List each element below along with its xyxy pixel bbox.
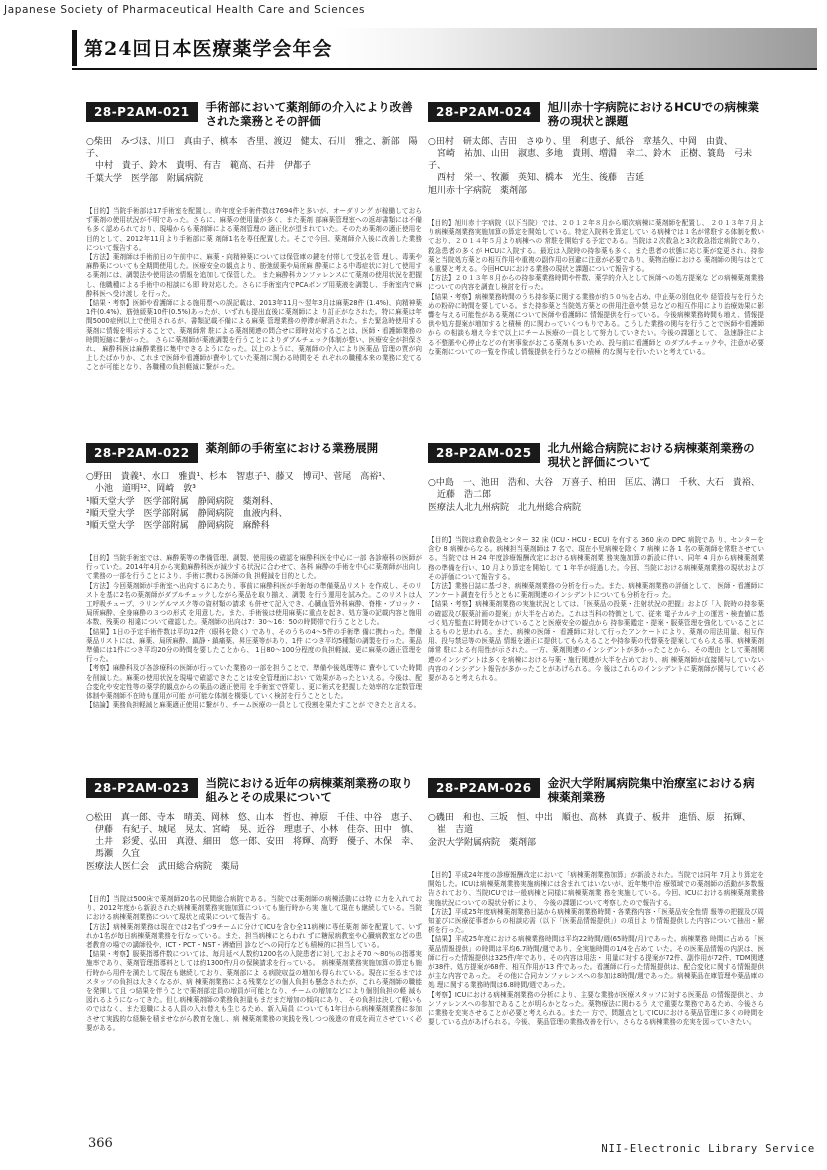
abstract-paragraph: 【目的】当院は救命救急センター 32 床 (ICU・HCU・ECU) を有する 360 床の DPC 病院であ り、センターを含む 8 病棟からなる。病棟担当薬剤師は 7 名で、現在小児病棟を除く 7 病棟 に各 1 名の薬剤師を常駐させている。当院では H 24 年度診療報酬改定における病棟薬剤業 務実施加算の新設に伴い、同年 4 月から病棟薬剤業務の準備を行い、10 月より算定を開始し て 1 年半が経過した。今回、当院における病棟薬剤業務の現状およびその評価について報告する。 xyxy=(428,536,764,581)
abstract-id-badge: 28-P2AM-024 xyxy=(428,102,540,122)
header-rule xyxy=(72,68,817,70)
abstract-id-badge: 28-P2AM-023 xyxy=(86,778,198,798)
abstract-paragraph: 【結果・考察】病棟業務時間のうち持参薬に関する業務が約５０％を占め、中止薬の別包化や 経管投与を行うための粉砕に時間を要している。また持参薬と当院処方薬との併用注意や禁 忌などの相互作用により治療効果に影響を与える可能性がある薬剤について医師や看護師に 情報提供を行っている。今後病棟業務時間も増え、情報提供や処方提案が増加すると積極 的に関わっていくつもりである。こうした業務の関与を行うことで医師や看護師から の相談も増え今まで以上にチーム医療の一員として努力していきたい。今後の課題として、 急速静注による不整脈や心停止などの有害事象がおこる薬剤も多いため、投与前に看護師と のダブルチェックや、注意が必要な薬剤についての一覧を作成し情報提供を行うなどの積極 的な関与を行いたいと考えている。 xyxy=(428,292,764,356)
conference-title: 第24回日本医療薬学会年会 xyxy=(84,38,333,60)
header-accent-bar xyxy=(72,30,77,66)
abstract-paragraph: 【結果・考察】服薬指導件数については、毎月延べ人数約1200名の入院患者に対しておよそ70 〜80％の指導実施率であり、薬剤管理指導料としては約1300件/月の保険請求を行っている。 病棟薬剤業務実施加算の算定も施行時から用件を満たして現在も継続しており、薬剤部によ る病院収益の増加も得られている。現在に至るまではスタッフの負担は大きくなるが、病 棟薬剤業務による残業などの個人負担も懸念されたが、これら薬剤師の職能を発揮して且 つ結果を伴うことで薬剤部定員の増員が可能となり、チームの増加などにより個別負担の軽 減も図れるようになってきた。但し病棟薬剤師の業務負担量もまだまだ増加の傾向にあり、 その負担は決して軽いものではなく、また退職による人員の入れ替えも生じるため、新入局員 についても1年目から病棟薬剤業務に参加させて実践的な経験を積ませながら教育を施し、病 棟薬剤業務の実践を残しつつ後進の育成を両立させていく必要がある。 xyxy=(86,950,422,1032)
abstract-paragraph: 【考察】ICUにおける病棟薬剤業務の分析により、主要な業務が医療スタッフに対する医薬品 の情報提供と、カンファレンスへの参加であることが明らかとなった。薬物療法に関わるう えで重要な業務であるため、今後さらに業務を充実させることが必要と考えられる。また一 方で、問題点としてICUにおける薬品管理に多くの時間を要している点があげられる。今後、 薬品管理の業務改善を行い、さらなる病棟業務の充実を図っていきたい。 xyxy=(428,990,764,1027)
abstract-title: 薬剤師の手術室における業務展開 xyxy=(205,441,379,455)
abstract-header xyxy=(86,441,422,463)
abstract-paragraph: 【結果】1日の予定手術件数は平均12件（眼科を除く）であり、そのうちの4〜5件の手術準 備に携わった。準備薬品リストには、麻薬、局所麻酔、鎮静・鎮痛薬、昇圧薬等があり、1件 につき平均5種類の調製を行った。薬品準備には1件につき平均20分の時間を要したことから、 1日80〜100分程度の負担軽減、更に麻薬の適正管理を行った。 xyxy=(86,627,422,664)
society-name: Japanese Society of Pharmaceutical Health Care and Sciences xyxy=(4,4,366,16)
abstract-id-badge: 28-P2AM-025 xyxy=(428,443,540,463)
abstract-28-p2am-023 xyxy=(86,776,422,1033)
abstract-paragraph: 【方法】業務日誌に基づき、病棟薬剤業務の分析を行った。また、病棟薬剤業務の評価として、 医師・看護師にアンケート調査を行うとともに薬剤関連のインシデントについても分析を行っ た。 xyxy=(428,582,764,600)
abstract-title: 金沢大学附属病院集中治療室における病棟薬剤業務 xyxy=(547,776,755,804)
abstract-paragraph: 【方法】今回薬剤師が手術室へ出向するにあたり、事前に麻酔科医が手術毎の準備薬品リスト を作成し、そのリストを基に2名の薬剤師がダブルチェックしながら薬品を取り揃え、調製 を行う運用を試みた。このリストは人工呼吸チューブ、ラリンゲルマスク等の資材類の請求 も併せて記入でき、心臓血管外科麻酔、脊椎・ブロック・局所麻酔、全身麻酔の３つの形式 を用意した。また、手術後は使用麻薬に重点を起き、処方箋の記載内容と施用本数、残薬の 相違について確認した。薬剤師の出向は7：30〜16：50の時間帯で行うこととした。 xyxy=(86,581,422,627)
abstract-id-badge: 28-P2AM-022 xyxy=(86,443,198,463)
abstract-28-p2am-026 xyxy=(428,776,764,1027)
abstract-paragraph: 【方法】病棟薬剤業務は現在では2名ずつ9チームに分けてICUを含む全11病棟に専任薬剤 師を配置して、いずれか1名が毎日病棟薬剤業務を行なっている。また、担当病棟にとらわれ ずに糖尿病教室や心臓病教室などの患者教育の場での講師役や、ICT・PCT・NST・褥瘡回 診などへの同行なども積極的に担当している。 xyxy=(86,922,422,950)
abstract-authors: ○磯田 和也、三坂 恒、中出 順也、高林 真貴子、板井 進悟、原 拓輝、 崔 吉道 xyxy=(428,813,751,835)
abstract-authors: ○松田 真一郎、寺本 晴美、岡林 悠、山本 哲也、神原 千佳、中谷 恵子、 伊藤 有紀子、城尾 晃太、宮崎 晃、近谷 理恵子、小林 佳奈、田中 慎、 土井 彩愛、弘田 真澄、細田 悠一郎、安田 将輝、高野 優子、木保 幸、 馬瀬 久宜 xyxy=(86,813,420,859)
abstract-body xyxy=(428,219,764,357)
abstract-affiliation: 医療法人北九州病院 北九州総合病院 xyxy=(428,503,582,513)
abstract-id-badge: 28-P2AM-021 xyxy=(86,102,198,122)
abstract-body xyxy=(86,895,422,1033)
abstract-affiliation: 千葉大学 医学部 附属病院 xyxy=(86,174,204,184)
abstract-paragraph: 【結果・考察】病棟薬剤業務の実施状況としては、「医薬品の投薬・注射状況の把握」および「入 院時の持参薬の確認及び服薬計画の提案」が大半を占めた。これは当科の特徴として、従来 電子カルテ上の運営・検査値に基づく処方監査に時間をかけていることと医療安全の観点から 持参薬鑑定・提案・服薬管理を強化していることによるものと思われる。また、病棟の医師・ 看護師に対して行ったアンケートにより、薬剤の用法用量、相互作用、投与禁忌等の医薬品 情報を適正に提供してもらえることや持参薬の代替薬を提案してもらえる事、病棟薬剤師常 駐による有用性が示された。一方、薬剤関連のインシデントが多かったことから、その理由 として薬剤関連のインシデントは多くを病棟における与薬・施行関連が大半を占めており、病 棟薬剤師が直接関与していない内容のインシデント報告が多かったことがあげられる。今 後はこれらのインシデントに薬剤師が関与していく必要があると考えられる。 xyxy=(428,600,764,683)
abstract-paragraph: 【目的】当院は500床で薬剤師20名の民間総合病院である。当院では薬剤師の病棟活動には特 に力を入れており、2012年度から新設された病棟薬剤業務実施加算についても施行時から実 施して現在も継続している。当院における病棟薬剤業務について現状と成果について報告す る。 xyxy=(86,895,422,922)
abstract-body xyxy=(428,871,764,1027)
abstract-paragraph: 【考察】麻酔科及び各診療科の医師が行っていた業務の一部を担うことで、準備や後処理等に 費やしていた時間を削減した。麻薬の使用状況を現場で確認できたことは安全管理面におい て効果があったといえる。今後は、配合変化や安定性等の薬学的観点からの薬品の適正使用 を手術室で啓蒙し、更に術式を把握した効率的な定数管理体制や薬剤師不在時も運用が可能 が可能な体制を構築していく検討を行うこととした。 xyxy=(86,664,422,701)
abstract-affiliation: 金沢大学附属病院 薬剤部 xyxy=(428,838,537,848)
abstract-paragraph: 【方法】薬剤師は手術前日の午前中に、麻薬・向精神薬については保管庫の鍵を付帯して受払を管 理し、毒薬や麻酔薬についても全期間使用した。医療安全の観点より、筋弛緩薬や局所麻 酔薬による中毒症状に対して使用する薬剤には、調製法や使用法の情報を追加して保管した。 また麻酔科カンファレンスにて薬剤の使用状況を把握し、他職種による手術中の相談にも即 時対応した。さらに手術室内でPCAポンプ用薬液を調製し、手術室内で麻酔科医へ受け渡し を行った。 xyxy=(86,253,422,298)
abstract-title: 当院における近年の病棟薬剤業務の取り組みとその成果について xyxy=(205,776,413,804)
abstract-affiliation: 医療法人医仁会 武田総合病院 薬局 xyxy=(86,862,240,872)
abstract-paragraph: 【目的】当院手術室では、麻酔薬等の準備管理、調製、使用後の確認を麻酔科医を中心に一部 各診療科の医師が行っていた。2014年4月から実動麻酔科医が減少する状況に合わせて、各科 麻酔の手術を中心に薬剤師が出向して業務の一部を行うことにより、手術に携わる医師の負 担軽減を目的とした。 xyxy=(86,554,422,581)
abstract-body xyxy=(86,554,422,710)
abstract-paragraph: 【目的】当院手術部は17手術室を配置し、昨年度全手術件数は7694件と多いが、オーダリング が稼働しておらず薬剤の使用状況が不明であった。さらに、麻薬の使用量が多く、また薬剤 部麻薬管理室への返却書類には不備も多く認められており、現場からも薬剤師による薬剤管理の 適正化が望まれていた。そのため薬剤の適正使用を目的として、2012年11月より手術部に薬 剤師1名を専任配置した。そこで今回、薬剤師介入後に改善した業務について報告する。 xyxy=(86,207,422,252)
abstract-authors: ○中島 一、池田 浩和、大谷 万喜子、柏田 匡広、溝口 千秋、大石 貴裕、 近藤 浩二郎 xyxy=(428,478,760,500)
abstract-paragraph: 【結果・考察】医師や看護師による施用票への誤記載は、2013年11月〜翌年3月は麻薬28件 (1.4%)、向精神薬1件(0.4%)、筋弛緩薬10件(0.5%)あったが、いずれも提出直後に薬剤師によ り訂正がなされた。特に麻薬は年間5000症例以上で使用されるが、書類記載不備による麻薬 管理業務の停滞が解消された。また緊急時使用する薬剤に情報を明示することで、薬剤師常 駐による薬剤関連の問合せに即時対応することは、医師・看護師業務の時間短縮に繋がった。 さらに薬剤師が薬液調製を行うことによりダブルチェック体制が整い、医療安全が担保され、 麻酔科医は麻酔業務に集中できるようになった。以上のように、薬剤師の介入により医薬品 管理の質が向上したばかりか、これまで医師や看護師が費やしていた薬剤に関わる時間をそ れぞれの職種本来の業務に充てることが可能となり、各職種の負担軽減に繋がった。 xyxy=(86,299,422,372)
abstract-header xyxy=(428,100,764,128)
abstract-paragraph: 【目的】平成24年度の診療報酬改定において「病棟薬剤業務加算」が新設された。当院では同年 7月より算定を開始した。ICUは病棟薬剤業務実施病棟には含まれてはいないが、近年集中治 療領域での薬剤師の活動が多数報告されており、当院ICUでは一般病棟と同様に病棟薬剤業 務を実施している。今回、ICUにおける病棟薬剤業務実施状況についての現状分析により、 今後の課題について考察したので報告する。 xyxy=(428,871,764,907)
abstract-header xyxy=(86,776,422,804)
abstract-paragraph: 【結論】薬務負担軽減と麻薬適正使用に繋がり、チーム医療の一員として役割を果たすことが できたと言える。 xyxy=(86,701,421,710)
abstract-paragraph: 【方法】平成25年度病棟薬剤業務日誌から病棟薬剤業務時間・各業務内容・「医薬品安全性情 報等の把握及び周知並びに医療従事者からの相談応需（以下「医薬品情報提供」）の項目よ り情報提供した内容について抽出・解析を行った。 xyxy=(428,907,764,935)
abstract-affiliation: 旭川赤十字病院 薬剤部 xyxy=(428,186,528,196)
abstract-authors: ○柴田 みづほ、川口 真由子、槙本 杏里、渡辺 健太、石川 雅之、新部 陽子、 中村 貴子、鈴木 貴明、有吉 範高、石井 伊都子 xyxy=(86,137,418,171)
abstract-authors: ○野田 貴義¹、水口 雅貴¹、杉本 智恵子¹、藤又 博司¹、菅尾 高裕¹、 小池 道明¹²、岡崎 敦³ xyxy=(86,472,391,494)
abstract-paragraph: 【結果】平成25年度における病棟業務時間は平均22時間/週(65時間/月)であった。病棟業務 時間に占める「医薬品情報提供」の時間は平均6.7時間/週であり、全実施時間の1/4を占めて いた。その医薬品情報の内訳は、医師に行った情報提供は325件/年であり、その内容は用法・ 用量に対する提案が72件、副作用が72件、TDM関連が38件、処方提案が68件、相互作用が13 件であった。看護師に行った情報提供は、配合変化に関する情報提供が主な内容であった。 その他に合同カンファレンスへの参加は8時間/週であった。病棟薬品在庫管理や薬品庫の処 理に関する業務時間は6.8時間/週であった。 xyxy=(428,935,764,990)
abstract-28-p2am-025 xyxy=(428,441,764,683)
abstract-paragraph: 【方法】２０１３年８月からの持参薬業務時間や件数、薬学的介入として医師への処方提案な どの病棟薬剤業務についての内容を調査し検討を行った。 xyxy=(428,274,764,292)
abstract-28-p2am-022 xyxy=(86,441,422,710)
abstract-paragraph: 【目的】旭川赤十字病院（以下当院）では、２０１２年８月から順次病棟に薬剤師を配置し、 ２０１３年７月より病棟薬剤業務実施加算の算定を開始している。特定入院料を算定してい る病棟では１名が常駐する体制を敷いており、２０１４年５月より病棟への 常駐を開始する予定である。当院は２次救急と3次救急指定病院であり、救急患者の多くが HCUに入院する。最近は入院時の持参薬も多く、また患者の状態に応じ薬が変更され、持参 薬と当院処方薬との相互作用や重複の副作用の回避に注意が必要であり、薬物治療における 薬剤師の関与はとても重要と考える。今回HCUにおける業務の現状と課題について報告する。 xyxy=(428,219,764,274)
abstract-title: 北九州総合病院における病棟薬剤業務の現状と評価について xyxy=(547,441,755,469)
abstract-28-p2am-024 xyxy=(428,100,764,357)
abstract-title: 旭川赤十字病院におけるHCUでの病棟業務の現状と課題 xyxy=(547,100,759,128)
abstract-header xyxy=(86,100,422,128)
abstract-header xyxy=(428,441,764,469)
page-number: 366 xyxy=(88,1136,113,1151)
abstract-authors: ○田村 研太郎、吉田 さゆり、里 利恵子、紙谷 章基久、中岡 由貴、 宮崎 祐加、山田 淑恵、多地 貴則、増淵 幸二、鈴木 正樹、簑島 弓未子、 西村 栄一、牧瀬 英知、橋本 光生、後藤 吉延 xyxy=(428,137,753,183)
library-service-label: NII-Electronic Library Service xyxy=(601,1143,815,1155)
abstract-28-p2am-021 xyxy=(86,100,422,373)
abstract-body xyxy=(86,207,422,373)
abstract-affiliation: ¹順天堂大学 医学部附属 静岡病院 薬剤科、 ²順天堂大学 医学部附属 静岡病院 血液内科、 ³順天堂大学 医学部附属 静岡病院 麻酔科 xyxy=(86,497,288,531)
abstract-body xyxy=(428,536,764,683)
abstract-header xyxy=(428,776,764,804)
abstract-id-badge: 28-P2AM-026 xyxy=(428,778,540,798)
abstract-title: 手術部において薬剤師の介入により改善された業務とその評価 xyxy=(205,100,413,128)
